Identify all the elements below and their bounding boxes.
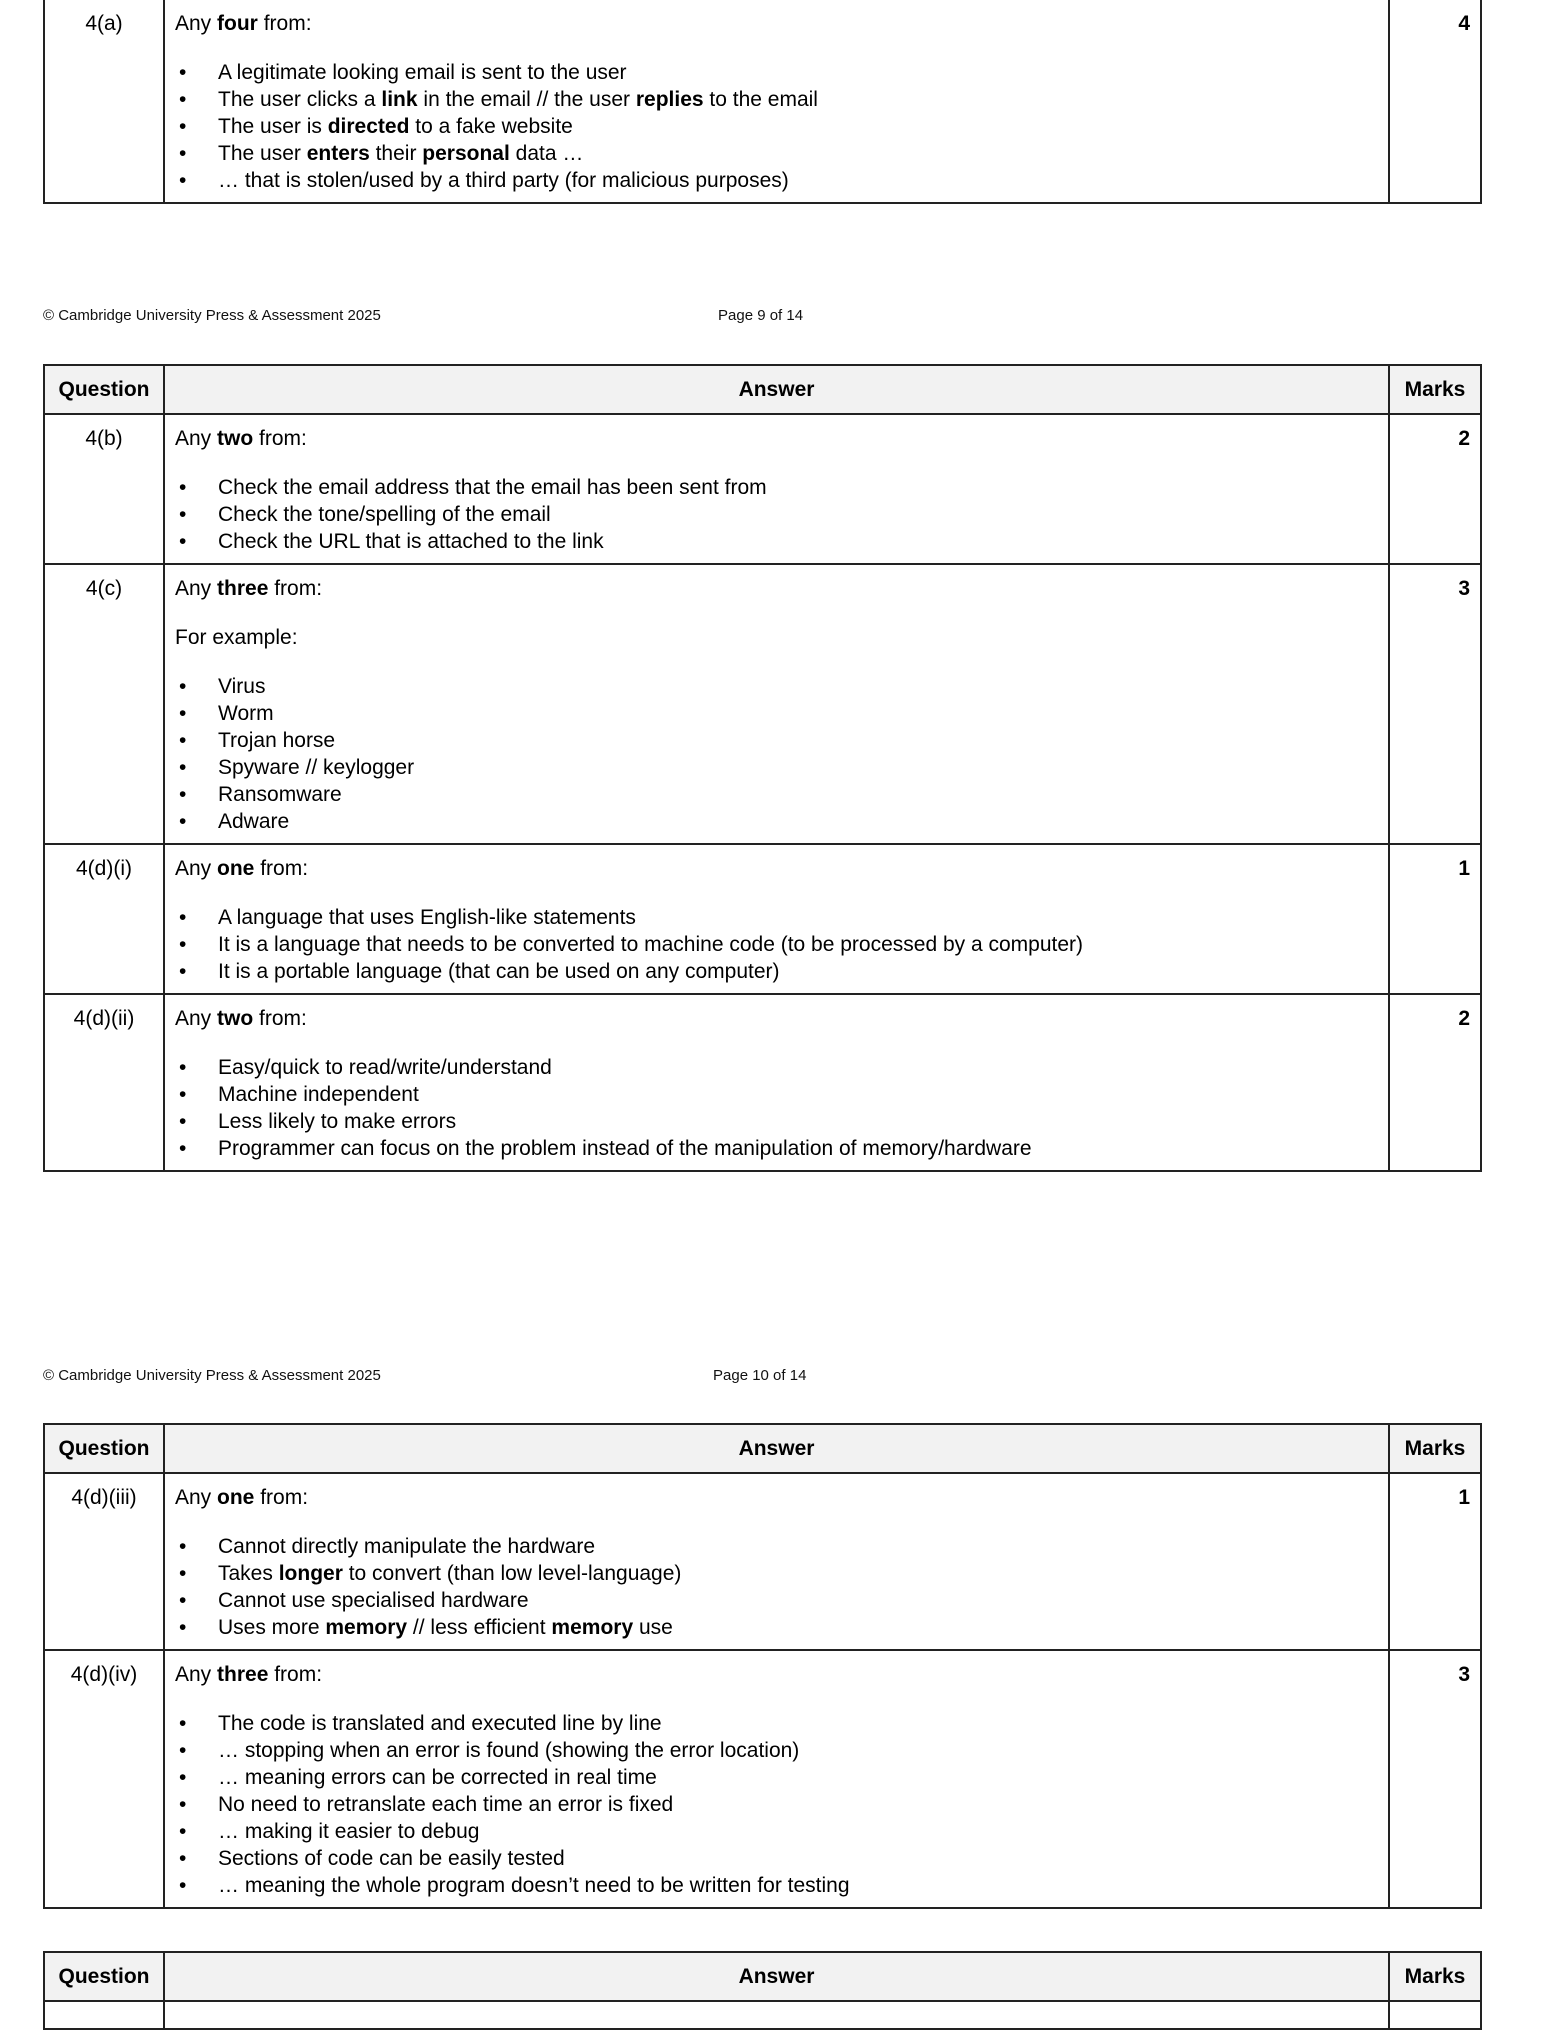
header-answer: Answer — [164, 1952, 1389, 2001]
table-header-row — [44, 365, 1481, 414]
question-number: 4(b) — [44, 414, 164, 564]
list-item: • The user is directed to a fake website — [175, 113, 1378, 140]
list-item: • Adware — [175, 808, 1378, 835]
question-number: 4(a) — [44, 0, 164, 203]
marks-value: 3 — [1389, 1650, 1481, 1908]
list-item: • Cannot use specialised hardware — [175, 1587, 1378, 1614]
mark-scheme-table-4 — [43, 1951, 1482, 2030]
answer-list — [175, 59, 1378, 194]
header-question: Question — [44, 1952, 164, 2001]
list-item: • Takes longer to convert (than low level-language) — [175, 1560, 1378, 1587]
answer-note: For example: — [175, 626, 298, 649]
list-item: • Check the email address that the email has been sent from — [175, 474, 1378, 501]
list-item: • The user enters their personal data … — [175, 140, 1378, 167]
list-item: • … stopping when an error is found (showing the error location) — [175, 1737, 1378, 1764]
header-question: Question — [44, 1424, 164, 1473]
table-header-row — [44, 1952, 1481, 2001]
list-item: • It is a portable language (that can be used on any computer) — [175, 958, 1378, 985]
list-item: • Spyware // keylogger — [175, 754, 1378, 781]
marks-value: 3 — [1389, 564, 1481, 844]
list-item: • Trojan horse — [175, 727, 1378, 754]
list-item: • No need to retranslate each time an error is fixed — [175, 1791, 1378, 1818]
list-item: • … meaning errors can be corrected in real time — [175, 1764, 1378, 1791]
header-marks: Marks — [1389, 1952, 1481, 2001]
question-number: 4(d)(ii) — [44, 994, 164, 1171]
answer-cell — [164, 1473, 1389, 1650]
answer-instruction: Any three from: — [175, 1663, 323, 1686]
mark-scheme-table-1 — [43, 0, 1482, 204]
answer-list — [175, 673, 1378, 835]
answer-list — [175, 1054, 1378, 1162]
answer-list — [175, 1533, 1378, 1641]
question-number: 4(c) — [44, 564, 164, 844]
answer-cell — [164, 994, 1389, 1171]
list-item: • Less likely to make errors — [175, 1108, 1378, 1135]
table-row — [44, 994, 1481, 1171]
answer-cell — [164, 0, 1389, 203]
answer-instruction: Any three from: — [175, 577, 323, 600]
list-item: • Easy/quick to read/write/understand — [175, 1054, 1378, 1081]
answer-instruction: Any one from: — [175, 1486, 309, 1509]
answer-instruction: Any two from: — [175, 1007, 307, 1030]
list-item: • It is a language that needs to be converted to machine code (to be processed by a computer) — [175, 931, 1378, 958]
header-answer: Answer — [164, 365, 1389, 414]
question-number: 4(d)(iii) — [44, 1473, 164, 1650]
list-item: • The user clicks a link in the email // the user replies to the email — [175, 86, 1378, 113]
list-item: • A legitimate looking email is sent to the user — [175, 59, 1378, 86]
footer-page-2: Page 10 of 14 — [713, 1367, 807, 1384]
list-item: • The code is translated and executed line by line — [175, 1710, 1378, 1737]
list-item: • Ransomware — [175, 781, 1378, 808]
list-item: • … meaning the whole program doesn’t need to be written for testing — [175, 1872, 1378, 1899]
table-row — [44, 1473, 1481, 1650]
mark-scheme-table-2 — [43, 364, 1482, 1172]
table-row — [44, 1650, 1481, 1908]
marks-value: 2 — [1389, 994, 1481, 1171]
footer-copyright-1: © Cambridge University Press & Assessment 2025 — [43, 307, 381, 324]
list-item: • Cannot directly manipulate the hardware — [175, 1533, 1378, 1560]
table-header-row — [44, 1424, 1481, 1473]
marks-value: 4 — [1389, 0, 1481, 203]
list-item: • A language that uses English-like statements — [175, 904, 1378, 931]
list-item: • Virus — [175, 673, 1378, 700]
header-question: Question — [44, 365, 164, 414]
answer-cell — [164, 564, 1389, 844]
answer-instruction: Any two from: — [175, 427, 307, 450]
marks-value: 2 — [1389, 414, 1481, 564]
list-item: • … that is stolen/used by a third party (for malicious purposes) — [175, 167, 1378, 194]
footer-copyright-2: © Cambridge University Press & Assessment 2025 — [43, 1367, 381, 1384]
list-item: • Worm — [175, 700, 1378, 727]
answer-cell — [164, 844, 1389, 994]
table-row — [44, 2001, 1481, 2029]
list-item: • Machine independent — [175, 1081, 1378, 1108]
list-item: • Check the tone/spelling of the email — [175, 501, 1378, 528]
list-item: • … making it easier to debug — [175, 1818, 1378, 1845]
table-row — [44, 564, 1481, 844]
marks-value: 1 — [1389, 1473, 1481, 1650]
header-answer: Answer — [164, 1424, 1389, 1473]
marks-value: 1 — [1389, 844, 1481, 994]
footer-page-1: Page 9 of 14 — [718, 307, 804, 324]
answer-list — [175, 1710, 1378, 1899]
answer-cell — [164, 1650, 1389, 1908]
question-number: 4(d)(iv) — [44, 1650, 164, 1908]
list-item: • Sections of code can be easily tested — [175, 1845, 1378, 1872]
question-number: 4(d)(i) — [44, 844, 164, 994]
table-row — [44, 0, 1481, 203]
list-item: • Check the URL that is attached to the link — [175, 528, 1378, 555]
answer-cell — [164, 414, 1389, 564]
answer-instruction: Any one from: — [175, 857, 309, 880]
answer-instruction: Any four from: — [175, 12, 312, 35]
header-marks: Marks — [1389, 1424, 1481, 1473]
table-row — [44, 844, 1481, 994]
list-item: • Uses more memory // less efficient memory use — [175, 1614, 1378, 1641]
mark-scheme-table-3 — [43, 1423, 1482, 1909]
list-item: • Programmer can focus on the problem instead of the manipulation of memory/hardware — [175, 1135, 1378, 1162]
answer-list — [175, 904, 1378, 985]
table-row — [44, 414, 1481, 564]
answer-list — [175, 474, 1378, 555]
header-marks: Marks — [1389, 365, 1481, 414]
